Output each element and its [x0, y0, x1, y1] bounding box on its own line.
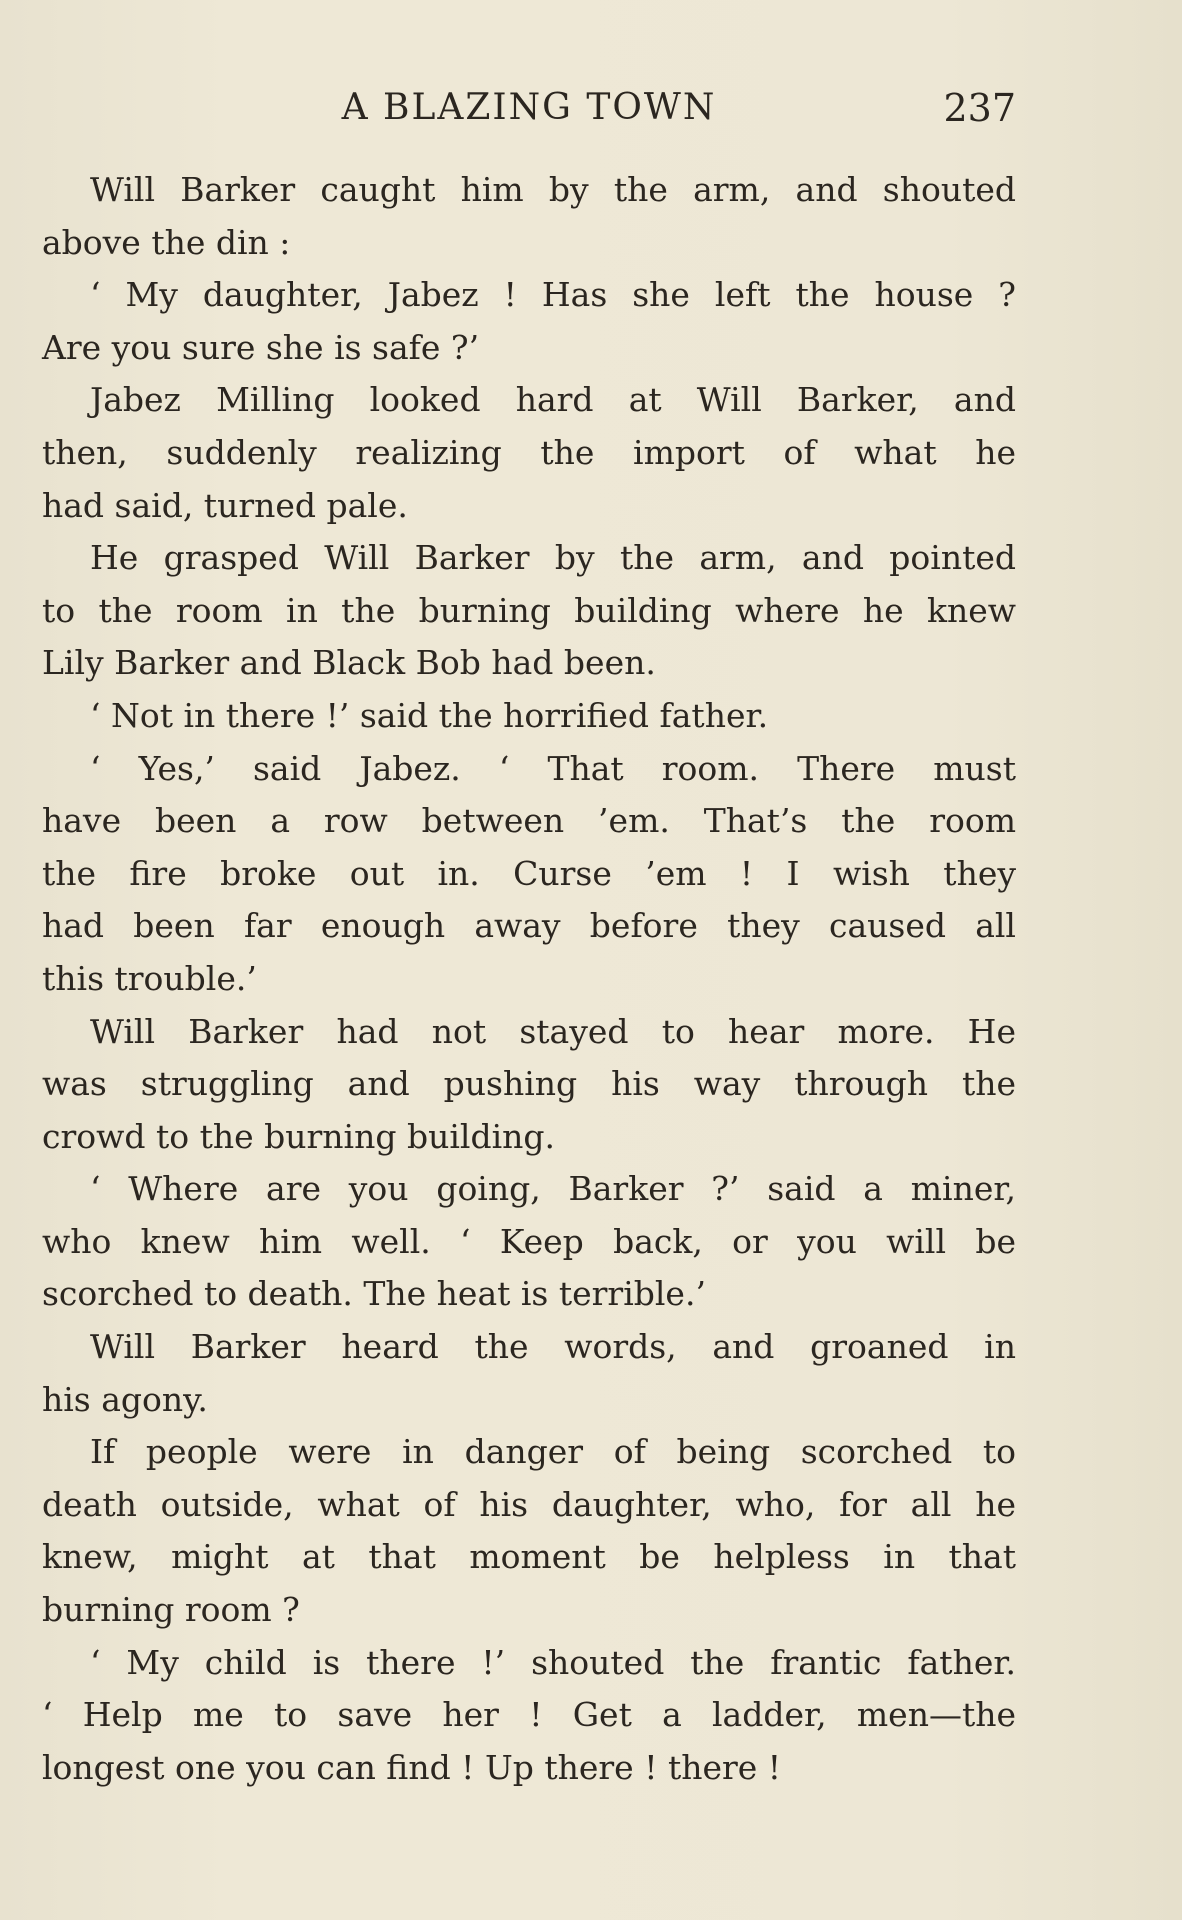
paragraph: [42, 532, 1016, 690]
paragraph: [42, 1321, 1016, 1426]
text-line: longest one you can find ! Up there ! there !: [42, 1747, 782, 1787]
text-line: Are you sure she is safe ?’: [42, 327, 480, 367]
text-line: have been a row between ’em. That’s the room: [42, 801, 1016, 841]
text-line: above the din :: [42, 222, 291, 262]
text-line: this trouble.’: [42, 958, 257, 998]
text-line: his agony.: [42, 1379, 208, 1419]
text-line: ‘ Help me to save her ! Get a ladder, men—the: [42, 1695, 1016, 1735]
paragraph: [42, 743, 1016, 1006]
text-line: knew, might at that moment be helpless in that: [42, 1537, 1016, 1577]
text-line: then, suddenly realizing the import of what he: [42, 432, 1016, 472]
text-line: had said, turned pale.: [42, 485, 408, 525]
text-line: Lily Barker and Black Bob had been.: [42, 643, 656, 683]
text-line: had been far enough away before they caused all: [42, 906, 1016, 946]
text-line: Will Barker caught him by the arm, and shouted: [90, 170, 1016, 209]
text-line: was struggling and pushing his way through the: [42, 1064, 1016, 1104]
text-line: ‘ My daughter, Jabez ! Has she left the house ?: [90, 275, 1016, 315]
text-line: He grasped Will Barker by the arm, and pointed: [90, 538, 1016, 578]
paragraph: [42, 164, 1016, 269]
paragraph: [42, 1426, 1016, 1636]
page-number: 237: [943, 86, 1016, 130]
text-line: ‘ Not in there !’ said the horrified father.: [90, 695, 769, 735]
paragraph: [42, 1006, 1016, 1164]
text-line: crowd to the burning building.: [42, 1116, 555, 1156]
paragraph: [42, 1163, 1016, 1321]
body-text: [42, 164, 1016, 1794]
text-line: to the room in the burning building where he knew: [42, 590, 1016, 630]
page-header: [42, 80, 1016, 136]
text-line: Will Barker had not stayed to hear more. He: [90, 1011, 1016, 1051]
paragraph: [42, 1637, 1016, 1795]
text-line: ‘ Where are you going, Barker ?’ said a miner,: [90, 1169, 1016, 1209]
paragraph: [42, 374, 1016, 532]
text-line: burning room ?: [42, 1590, 300, 1630]
text-line: ‘ My child is there !’ shouted the frantic father.: [90, 1642, 1016, 1682]
text-line: If people were in danger of being scorched to: [90, 1432, 1016, 1472]
paragraph: [42, 269, 1016, 374]
text-line: Jabez Milling looked hard at Will Barker, and: [90, 380, 1016, 420]
text-line: ‘ Yes,’ said Jabez. ‘ That room. There must: [90, 748, 1016, 788]
running-head: A BLAZING TOWN: [341, 87, 717, 128]
text-line: who knew him well. ‘ Keep back, or you will be: [42, 1221, 1016, 1261]
text-line: the fire broke out in. Curse ’em ! I wish they: [42, 853, 1016, 893]
text-line: Will Barker heard the words, and groaned in: [90, 1327, 1016, 1367]
text-line: scorched to death. The heat is terrible.’: [42, 1274, 706, 1314]
paragraph: [42, 690, 1016, 743]
text-line: death outside, what of his daughter, who, for all he: [42, 1484, 1016, 1524]
